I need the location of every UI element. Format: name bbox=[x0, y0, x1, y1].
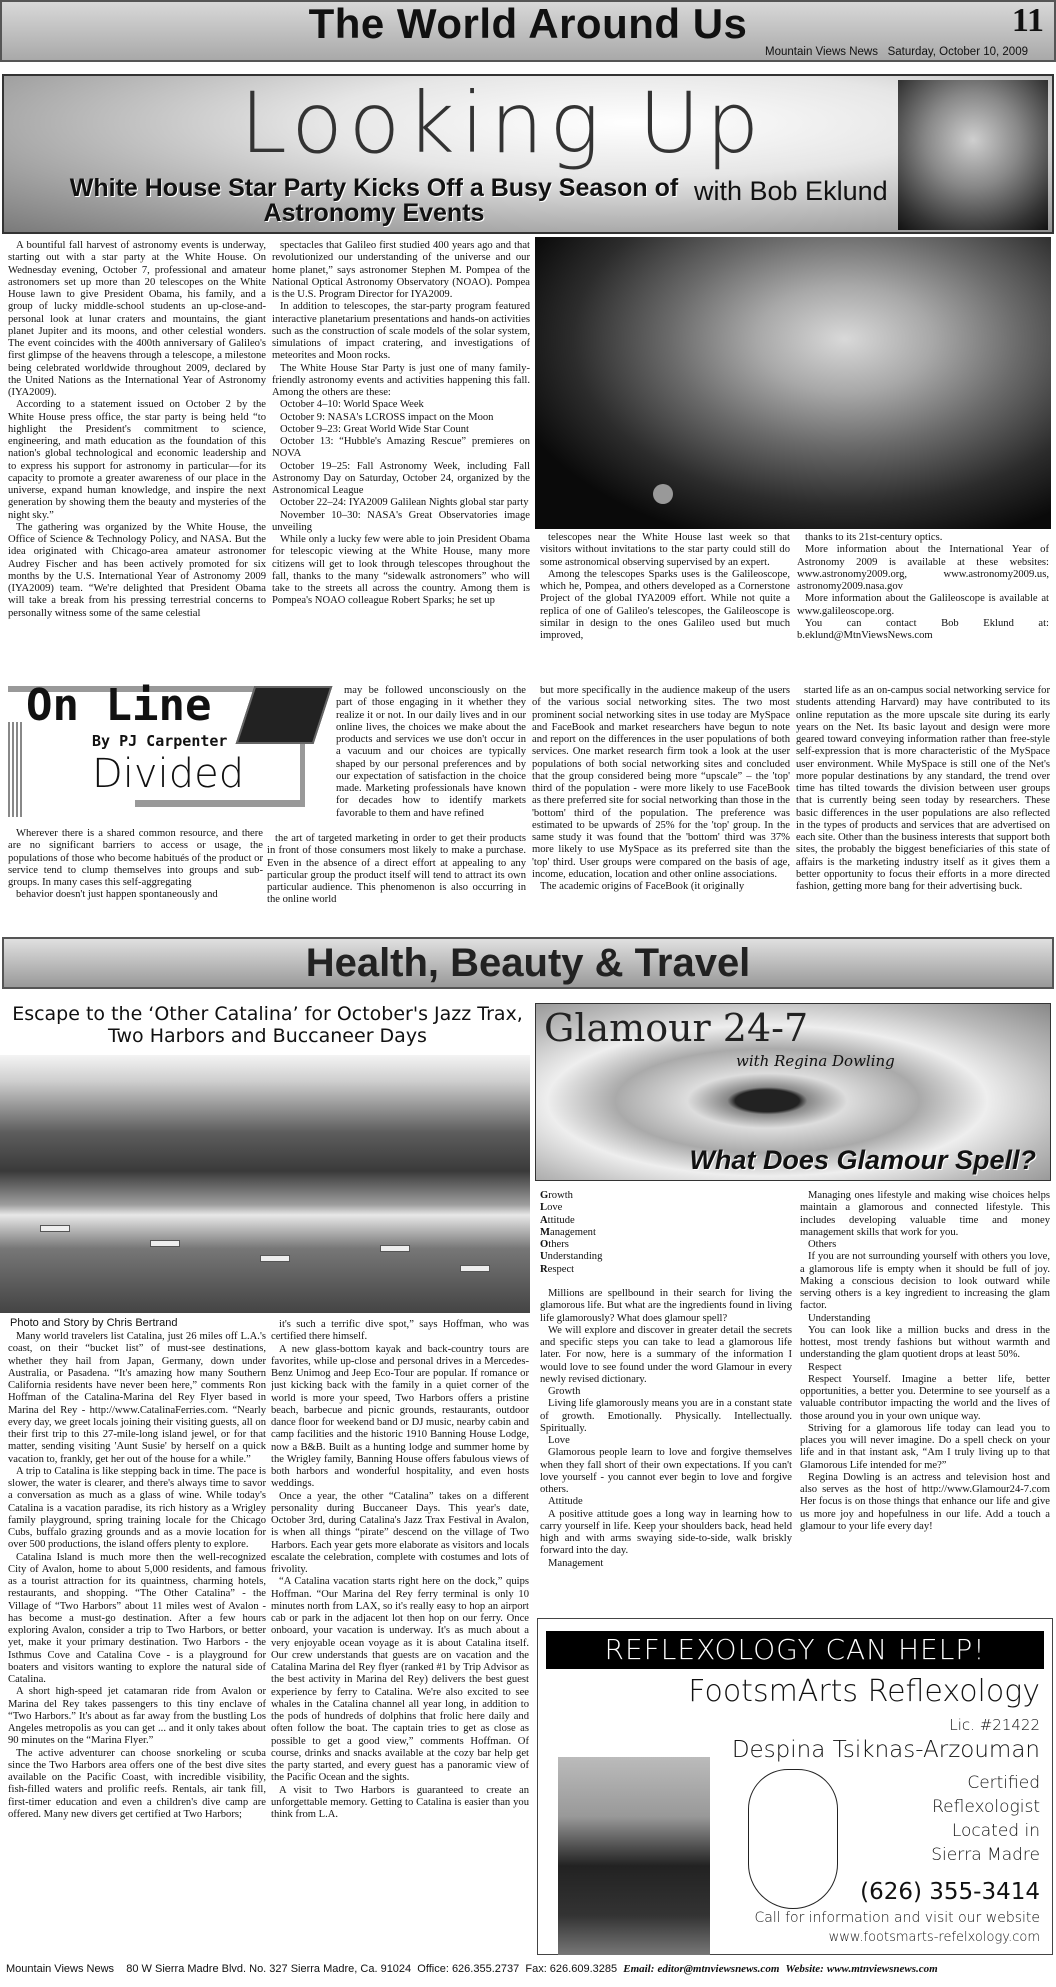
paragraph: behavior doesn't just happen spontaneously and bbox=[16, 889, 218, 901]
dateline bbox=[765, 46, 1028, 59]
laptop-icon bbox=[236, 686, 333, 744]
section-title: Health, Beauty & Travel bbox=[305, 941, 751, 985]
ad-line: Reflexologist bbox=[932, 1797, 1040, 1817]
article-column bbox=[532, 685, 790, 933]
paragraph: A positive attitude goes a long way in learning how to carry yourself in life. Keep your shoulders back, head held high and with arms swaying side-to-side, walk briskly forward into the day. bbox=[540, 1508, 792, 1557]
paragraph: Understanding bbox=[540, 1251, 603, 1263]
phone-number: (626) 355-3414 bbox=[860, 1879, 1040, 1905]
article-headline: White House Star Party Kicks Off a Busy Season of Astronomy Events bbox=[69, 174, 679, 227]
email-label: Email: bbox=[623, 1963, 655, 1975]
practitioner-photo bbox=[558, 1757, 710, 1955]
article-headline: Divided bbox=[92, 751, 245, 797]
paragraph: Love bbox=[540, 1202, 563, 1214]
paragraph: Millions are spellbound in their search for living the glamorous life. But what are the ingredients found in living life glamorously? What does glamour spell? bbox=[540, 1288, 792, 1324]
paragraph: Glamorous people learn to love and forgive themselves when they fall short of their own expectations. If you can't love yourself - you cannot ever begin to love and forgive others. bbox=[540, 1447, 792, 1495]
article-column bbox=[8, 1331, 266, 1956]
decorative-bar bbox=[8, 722, 22, 817]
article-column bbox=[267, 833, 526, 933]
paragraph: The White House Star Party is just one of many family-friendly astronomy events and activities happening this fall. Among the others are these: bbox=[272, 362, 530, 398]
paragraph: We will explore and discover in greater detail the secrets and specific steps you can take to lead a glamorous life later. For now, here is a summary of the information I would love to see found under the word Glamour in every newly revised dictionary. bbox=[540, 1324, 792, 1385]
ad-line: Sierra Madre bbox=[931, 1845, 1040, 1865]
moon-image bbox=[653, 484, 673, 504]
paragraph: telescopes near the White House last week so that visitors without invitations to the star party could still do some astronomical observing supervised by an expert. bbox=[540, 532, 790, 568]
boat-image bbox=[150, 1240, 180, 1247]
paragraph: Management bbox=[548, 1557, 604, 1569]
paragraph: Attitude bbox=[548, 1496, 583, 1508]
section-header bbox=[0, 0, 1056, 62]
foot-icon bbox=[748, 1769, 838, 1909]
paragraph: Living life glamorously means you are in a constant state of growth. Emotionally. Physically. Intellectually. Spiritually. bbox=[540, 1398, 792, 1434]
glamour-column-header bbox=[535, 1003, 1051, 1181]
harbor-photo bbox=[0, 1055, 530, 1313]
paragraph: The active adventurer can choose snorkeling or scuba since the Two Harbors area offers one of the best dive sites available on the Pacific Coast, with incredible visibility, fish-filled waters and prolific reefs. Rentals, air tank fill, first-timer education and even a children's dive camp are offered. Many new divers get certified at Two Harbors; bbox=[8, 1747, 266, 1820]
publication-name: Mountain Views News bbox=[765, 46, 878, 58]
boat-image bbox=[40, 1225, 70, 1232]
paragraph: October 13: “Hubble's Amazing Rescue” premieres on NOVA bbox=[272, 436, 530, 460]
paragraph: A short high-speed jet catamaran ride from Avalon or Marina del Rey takes passengers to this tiny enclave of “Two Harbors.” It's about as far away from the bustling Los Angeles metropolis as you can get ... and it only takes about 90 minutes on the “Marina Flyer.” bbox=[8, 1686, 266, 1747]
paragraph: You can contact Bob Eklund at: b.eklund@MtnViewsNews.com bbox=[797, 617, 1049, 641]
paragraph: Love bbox=[548, 1435, 570, 1446]
paragraph: A visit to Two Harbors is guaranteed to create an unforgettable memory. Getting to Catalina is easier than you think from L.A. bbox=[271, 1784, 529, 1820]
paragraph: but more specifically in the audience makeup of the users of the various social networking sites. The two most prominent social networking sites in use today are MySpace and FaceBook and market researchers have begun to note and report on the differences in the user populations of both services. One market research firm took a look at the user populations of both social networking sites and concluded that the group considered being more “upscale” – the 'top' third of the population - were more likely to use FaceBook as there preferred site for social networking than those in the 'bottom' third of the population. The preference was estimated to be upwards of 25% for the 'top' group. In the same study it was found that the 'bottom' third was 37% more likely to use MySpace as its preferred site than the 'top' third. User groups were compared on the basis of age, income, education, location and other online associations. bbox=[532, 685, 790, 880]
footer-email[interactable]: editor@mtnviewsnews.com bbox=[657, 1963, 780, 1975]
paragraph: Respect bbox=[808, 1361, 842, 1373]
column-title: Glamour 24-7 bbox=[544, 1006, 809, 1050]
paragraph: The gathering was organized by the White House, the Office of Science & Technology Policy, and NASA. But the idea originated with Chicago-area amateur astronomer Audrey Fischer and has been actively promoted for six months by the U.S. International Year of Astronomy 2009 (IYA2009) team. “We're delighted that President Obama will take a break from his pressing terrestrial concerns to personally witness some of the same celestial bbox=[8, 521, 266, 619]
paragraph: the art of targeted marketing in order to get their products in front of those consumers most likely to make a purchase. Even in the absence of a direct effort at appealing to any particular group the product itself will tend to attract its own particular audience. This phenomenon is also occurring in the online world bbox=[267, 833, 526, 906]
paragraph: Respect bbox=[540, 1263, 575, 1275]
column-byline: with Bob Eklund bbox=[694, 176, 888, 206]
paragraph: Management bbox=[540, 1226, 596, 1238]
boat-image bbox=[260, 1255, 290, 1262]
paragraph: Wherever there is a shared common resource, and there are no significant barriers to access or usage, the populations of those who become habitués of the product or service tend to clump themselves into groups and sub-groups. In many cases this self-aggregating bbox=[8, 828, 263, 888]
decorative-bar bbox=[135, 800, 305, 807]
article-column bbox=[271, 1319, 529, 1956]
paragraph: October 9: NASA's LCROSS impact on the Moon bbox=[280, 411, 494, 423]
article-column bbox=[8, 828, 263, 932]
column-title: On Line bbox=[26, 680, 212, 731]
paragraph: A new glass-bottom kayak and back-country tours are favorites, while up-close and personal drives in a Mercedes-Benz Unimog and Jeep Eco-Tour are popular. If romance or just kicking back with the family in a quiet corner of the world is more your speed, Two Harbors offers a pristine beach, barbecue and picnic grounds, restaurants, outdoor dance floor for weekend band or DJ music, nearby cabin and camp facilities and the historic 1910 Banning House Lodge, now a B&B. Built as a hunting lodge and summer home by the Wrigley family, Banning House offers fabulous views of both harbors and wonderful hospitality, and even hosts weddings. bbox=[271, 1343, 529, 1490]
paragraph: Catalina Island is much more then the well-recognized City of Avalon, home to about 5,000 residents, and famous as a tourist attraction for its quaintness, charming hotels, restaurants, and shopping. “The Other Catalina” - the Village of “Two Harbors” about 11 miles west of Avalon - has become a must-go destination. After a few hours exploring Avalon, consider a trip to Two Harbors, or better yet, make it your primary destination. Two Harbors - the Isthmus Cove and Catalina Cove - is a playground for boaters and visitors wanting to explore the natural side of Catalina. bbox=[8, 1551, 266, 1685]
paragraph: October 22–24: IYA2009 Galilean Nights global star party bbox=[280, 497, 529, 509]
footer-address: 80 W Sierra Madre Blvd. No. 327 Sierra Madre, Ca. 91024 bbox=[126, 1963, 412, 1975]
photo-caption: Photo and Story by Chris Bertrand bbox=[10, 1317, 178, 1329]
reflexology-advertisement bbox=[537, 1618, 1053, 1955]
paragraph: November 10–30: NASA's Great Observatories image unveiling bbox=[272, 509, 530, 533]
paragraph: You can look like a million bucks and dress in the hottest, most trendy fashions but without warmth and understanding the glam quotient drops at least 50%. bbox=[800, 1324, 1050, 1361]
paragraph: Among the telescopes Sparks uses is the Galileoscope, which he, Pompea, and others developed as a Cornerstone Project of the global IYA2009 effort. While not quite a replica of one of Galileo's telescopes, the Galileoscope is similar in design to the ones Galileo used but much improved, bbox=[540, 568, 790, 641]
paragraph: started life as an on-campus social networking service for students attending Harvard) may have contributed to its online reputation as the more upscale site during its early years on the Net. Its basic layout and design were more geared toward conveying information rather than free-style self-expression that is more characteristic of the MySpace user environment. While MySpace is still one of the Net's more popular destinations by any standard, the trend over time has tilted towards the division between user groups that is currently being seen today by researchers. These basic differences in the user populations are also reflected in the types of products and services that are advertised on each site. Other than the business interests that support both sites, the probably the biggest beneficiaries of this state of affairs is the marketing industry itself as it gives them a better opportunity to focus their efforts in a more directed fashion, getting more bang for their advertising buck. bbox=[796, 685, 1050, 892]
footer-fax: Fax: 626.609.3285 bbox=[525, 1963, 618, 1975]
boat-image bbox=[380, 1245, 410, 1252]
paragraph: Understanding bbox=[808, 1312, 871, 1324]
paragraph: Growth bbox=[548, 1386, 581, 1397]
paragraph: Others bbox=[808, 1239, 837, 1250]
paragraph: October 9–23: Great World Wide Star Count bbox=[280, 423, 469, 435]
paragraph: If you are not surrounding yourself with others you love, a glamorous life is empty when it should be full of joy. Making a conscious decision to look outward while serving others is a key ingredient to increasing the glam factor. bbox=[800, 1251, 1050, 1312]
article-column bbox=[540, 1288, 792, 1604]
ad-line: Certified bbox=[967, 1773, 1040, 1793]
paragraph: Attitude bbox=[540, 1214, 575, 1226]
website-label: Website: bbox=[785, 1963, 824, 1975]
jupiter-photo bbox=[535, 237, 1051, 529]
paragraph: According to a statement issued on October 2 by the White House press office, the star party is being held “to highlight the President's commitment to science, engineering, and math education as the foundation of this nation's global technological and economic leadership and to express his support for astronomy in particular—for its capacity to promote a greater awareness of our place in the universe, expand human knowledge, and inspire the next generation by showing them the beauty and mysteries of the night sky.” bbox=[8, 399, 266, 521]
ad-line: Located in bbox=[951, 1821, 1040, 1841]
page-footer bbox=[6, 1963, 1056, 1975]
paragraph: Respect Yourself. Imagine a better life, better opportunities, a better you. Determine to see yourself as a valuable contributor impacting the world and the lives of those around you in your own unique way. bbox=[800, 1373, 1050, 1422]
online-column-header bbox=[0, 682, 330, 822]
footer-paper: Mountain Views News bbox=[6, 1963, 115, 1975]
license-number: Lic. #21422 bbox=[949, 1716, 1040, 1734]
article-column bbox=[8, 240, 266, 675]
issue-date: Saturday, October 10, 2009 bbox=[887, 46, 1028, 58]
paragraph: Managing ones lifestyle and making wise choices helps maintain a glamorous and connected lifestyle. This includes developing valuable time and money management skills that work for you. bbox=[800, 1190, 1050, 1238]
column-byline: with Regina Dowling bbox=[736, 1052, 895, 1070]
paragraph: “A Catalina vacation starts right here on the dock,” quips Hoffman. “Our Marina del Rey ferry terminal is only 10 minutes north from LAX, so it's really easy to hop an airport cab or park in the adjacent lot then hop on our ferry. Once onboard, your vacation is underway. It's as much about a very enjoyable ocean voyage as it is about Catalina itself. Our crew understands that guests are on vacation and the Catalina Marina del Rey flyer (ranked #1 by Trip Advisor as the best activity in Marina del Rey) delivers the best guest experience by ferry to Catalina. We're also excited to see whales in the Catalina channel all year long, in addition to the pods of hundreds of dolphins that frolic here daily and often follow the boat. The captain tries to get as close as possible to get a good view,” comments Hoffman. Of course, drinks and snacks available at the cozy bar help get the party started, and every guest has a panoramic view of the Pacific Ocean and the sights. bbox=[271, 1576, 529, 1784]
ad-call-to-action: Call for information and visit our website bbox=[754, 1910, 1040, 1926]
article-column bbox=[540, 532, 790, 675]
article-column bbox=[272, 240, 530, 675]
paragraph: While only a lucky few were able to join President Obama for telescopic viewing at the White House, many more citizens will get to look through telescopes throughout the fall, thanks to the many “sidewalk astronomers” who will take to the streets all across the country. Among them is Pompea's NOAO colleague Robert Sparks; he set up bbox=[272, 534, 530, 607]
paragraph: Growth bbox=[540, 1190, 573, 1201]
paragraph: Others bbox=[540, 1239, 569, 1250]
paragraph: In addition to telescopes, the star-party program featured interactive planetarium presentations and hands-on activities such as the construction of scale models of the solar system, simulations of impact cratering, and investigations of meteorites and Moon rocks. bbox=[272, 301, 530, 362]
boat-image bbox=[460, 1265, 490, 1272]
paragraph: October 4–10: World Space Week bbox=[280, 399, 424, 411]
paragraph: A trip to Catalina is like stepping back in time. The pace is slower, the water is clearer, and there's always time to savor a conversation as much as a glass of wine. While today's Catalina is a vacation paradise, its rich history as a Wrigley family playground, spring training locale for the Chicago Cubs, buffalo grazing grounds and as a movie location for over 500 productions, the island offers plenty to explore. bbox=[8, 1465, 266, 1551]
paragraph: Many world travelers list Catalina, just 26 miles off L.A.'s coast, on their “bucket list” of must-see destinations, whether they hail from Japan, Germany, down under Australia, or Pasadena. “It's amazing how many Southern California residents have never been here,” comments Ron Hoffman of the Catalina-Marina del Rey Flyer based in Marina del Rey - http://www.CatalinaFerries.com. “Nearly every day, we greet locals joining their visiting guests, all on their first trip to this 27-mile-long island jewel, or for that matter, sending visiting 'Aunt Susie' by herself on a quick vacation to, frankly, get her out of the house for a while.” bbox=[8, 1331, 266, 1465]
column-byline: By PJ Carpenter bbox=[92, 732, 228, 750]
acrostic-list bbox=[540, 1190, 792, 1288]
business-name: FootsmArts Reflexology bbox=[688, 1674, 1040, 1709]
article-headline: Escape to the ‘Other Catalina’ for October's Jazz Trax, Two Harbors and Buccaneer Days bbox=[12, 1003, 523, 1047]
paragraph: A bountiful fall harvest of astronomy events is underway, starting out with a star party at the White House. On Wednesday evening, October 7, professional and amateur astronomers set up more than 20 telescopes on the White House lawn to give President Obama, his family, and a group of lucky middle-school students an up-close-and-personal look at lunar craters and mountains, the giant planet Jupiter and its moons, and other celestial wonders. The event coincides with the 400th anniversary of Galileo's first glimpse of the heavens through a telescope, a milestone being celebrated worldwide throughout 2009, declared by the United Nations as the International Year of Astronomy (IYA2009). bbox=[8, 240, 266, 398]
paragraph: Striving for a glamorous life today can lead you to places you will never imagine. Do a spell check on your life and in that instant ask, “Am I truly living up to that Glamorous Life intended for me?” bbox=[800, 1422, 1050, 1471]
section-header bbox=[2, 937, 1054, 989]
paragraph: may be followed unconsciously on the part of those engaging in it whether they realize it or not. In our daily lives and in our online lives, the choices we make about the products and services we use don't occur in a vacuum and our choices are typically shaped by our personal preferences and by our expectation of satisfaction in the choice made. Marketing professionals have known for decades how to identify markets favorable to them and have refined bbox=[336, 685, 526, 819]
article-column bbox=[800, 1190, 1050, 1604]
footer-office: Office: 626.355.2737 bbox=[417, 1963, 520, 1975]
practitioner-name: Despina Tsiknas-Arzouman bbox=[731, 1737, 1040, 1763]
paragraph: it's such a terrific dive spot,” says Hoffman, who was certified there himself. bbox=[271, 1319, 529, 1343]
ad-website[interactable]: www.footsmarts-refelxology.com bbox=[828, 1930, 1040, 1945]
paragraph: More information about the International Year of Astronomy 2009 is available at these websites: www.astronomy2009.org, www.astronomy2009.us, astronomy2009.nasa.gov bbox=[797, 544, 1049, 592]
paragraph: More information about the Galileoscope is available at www.galileoscope.org. bbox=[797, 593, 1049, 617]
paragraph: Once a year, the other “Catalina” takes on a different personality during Buccaneer Days. This year's date, October 3rd, during Catalina's Jazz Trax Festival in Avalon, is when all things “pirate” descend on the village of Two Harbors. Each year gets more elaborate as visitors and locals escalate the celebration, complete with costumes and lots of frivolity. bbox=[271, 1490, 529, 1575]
paragraph: thanks to its 21st-century optics. bbox=[805, 532, 943, 543]
page-number: 11 bbox=[1011, 2, 1044, 39]
author-photo bbox=[898, 80, 1048, 230]
paragraph: October 19–25: Fall Astronomy Week, including Fall Astronomy Day on Saturday, October 24, organized by the Astronomical League bbox=[272, 460, 530, 496]
paragraph: Regina Dowling is an actress and television host and also serves as the host of http://www.Glamour24-7.com Her focus is on those things that enhance our life and give us more joy and hopefulness in our life. Add a touch a glamour to your life every day! bbox=[800, 1471, 1050, 1532]
article-column bbox=[336, 685, 526, 833]
footer-website[interactable]: www.mtnviewsnews.com bbox=[826, 1963, 938, 1975]
paragraph: The academic origins of FaceBook (it originally bbox=[540, 881, 745, 892]
article-column bbox=[796, 685, 1050, 933]
article-column bbox=[797, 532, 1049, 675]
ad-credentials bbox=[931, 1771, 1040, 1867]
article-headline: What Does Glamour Spell? bbox=[689, 1145, 1036, 1175]
column-title: Looking Up bbox=[240, 74, 766, 172]
looking-up-banner bbox=[2, 74, 1054, 234]
ad-banner: REFLEXOLOGY CAN HELP! bbox=[546, 1631, 1044, 1669]
paragraph: spectacles that Galileo first studied 400 years ago and that revolutionized our understanding of the universe and our home planet,” says astronomer Stephen M. Pompea of the National Optical Astronomy Observatory (NOAO). Pompea is the U.S. Program Director for IYA2009. bbox=[272, 240, 530, 300]
section-title: The World Around Us bbox=[308, 0, 748, 47]
